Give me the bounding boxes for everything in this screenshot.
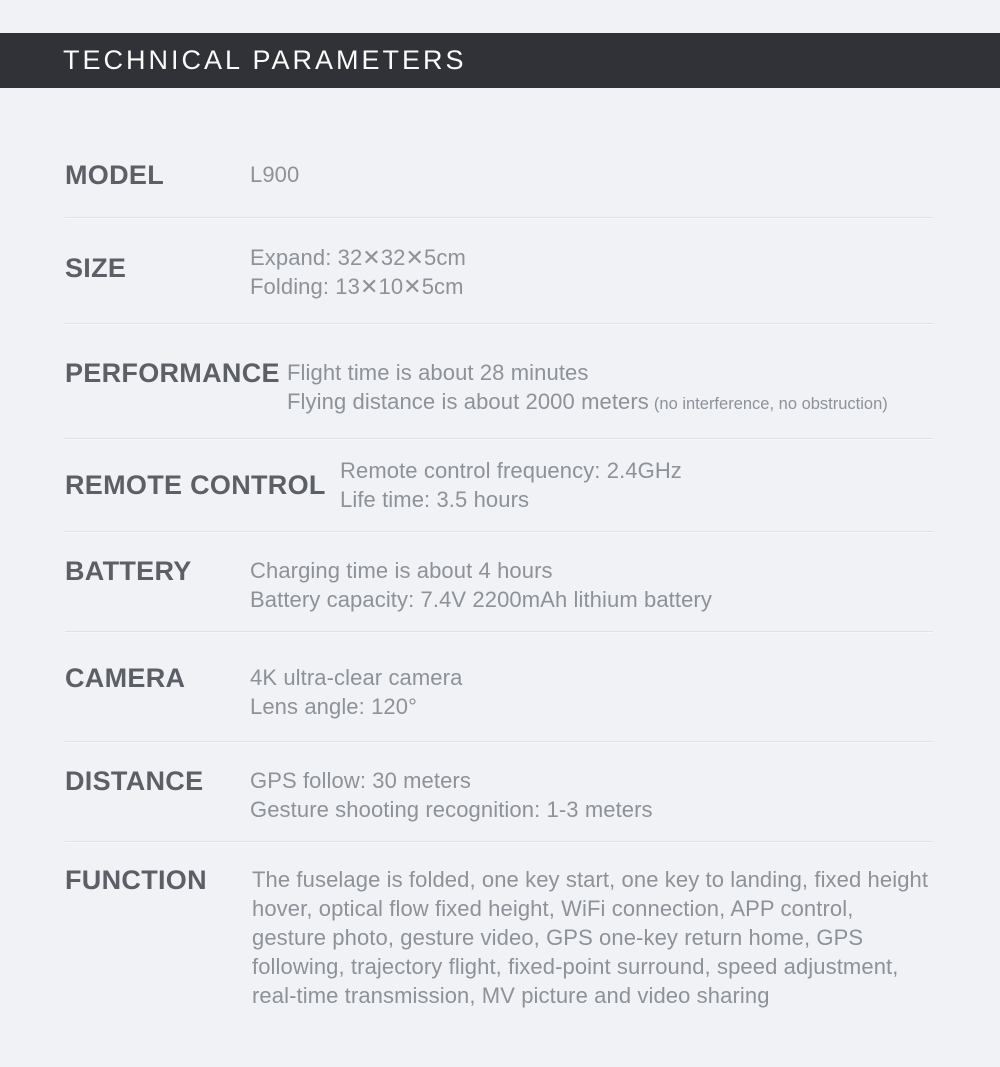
spec-sheet-page <box>0 33 1000 1067</box>
spec-row-distance <box>0 743 1000 843</box>
spec-value-performance <box>287 358 888 419</box>
spec-label-distance: DISTANCE <box>65 766 204 796</box>
spec-value-line: Flight time is about 28 minutes <box>287 360 589 385</box>
spec-label-model: MODEL <box>65 160 164 190</box>
spec-row-function <box>0 843 1000 1034</box>
spec-value-line: Battery capacity: 7.4V 2200mAh lithium battery <box>250 587 712 612</box>
spec-value-battery <box>250 556 712 614</box>
spec-value-line: real-time transmission, MV picture and video sharing <box>252 983 770 1008</box>
spec-row-size <box>0 219 1000 325</box>
spec-value-line: hover, optical flow fixed height, WiFi connection, APP control, <box>252 896 854 921</box>
spec-value-size <box>250 243 466 301</box>
spec-label-camera: CAMERA <box>65 663 186 693</box>
page-title: TECHNICAL PARAMETERS <box>63 45 467 75</box>
spec-value-camera <box>250 663 462 721</box>
spec-value-function <box>252 865 928 1010</box>
spec-label-battery: BATTERY <box>65 556 192 586</box>
header-bar <box>0 33 1000 88</box>
spec-value-line: Gesture shooting recognition: 1-3 meters <box>250 797 653 822</box>
spec-value-line: Folding: 13✕10✕5cm <box>250 274 464 299</box>
spec-value-line: Charging time is about 4 hours <box>250 558 553 583</box>
spec-label-performance: PERFORMANCE <box>65 358 280 388</box>
spec-row-performance <box>0 325 1000 440</box>
spec-value-line: following, trajectory flight, fixed-point surround, speed adjustment, <box>252 954 899 979</box>
spec-value-line: GPS follow: 30 meters <box>250 768 471 793</box>
spec-value-line: Remote control frequency: 2.4GHz <box>340 458 682 483</box>
spec-value-model <box>250 160 299 189</box>
spec-value-line: Expand: 32✕32✕5cm <box>250 245 466 270</box>
spec-row-model <box>0 88 1000 219</box>
spec-value-line: L900 <box>250 162 300 187</box>
spec-value-line: The fuselage is folded, one key start, one key to landing, fixed height <box>252 867 929 892</box>
spec-value-line: gesture photo, gesture video, GPS one-key return home, GPS <box>252 925 864 950</box>
spec-value-remote-control <box>340 456 682 514</box>
spec-value-line: 4K ultra-clear camera <box>250 665 463 690</box>
spec-label-function: FUNCTION <box>65 865 207 895</box>
spec-value-distance <box>250 766 653 824</box>
spec-row-battery <box>0 533 1000 633</box>
spec-value-line: Life time: 3.5 hours <box>340 487 530 512</box>
spec-value-line <box>287 387 888 419</box>
spec-value-note: (no interference, no obstruction) <box>653 395 888 413</box>
spec-row-camera <box>0 633 1000 743</box>
spec-row-remote-control <box>0 440 1000 533</box>
spec-label-size: SIZE <box>65 253 127 283</box>
spec-value-line: Lens angle: 120° <box>250 694 417 719</box>
spec-value-text: Flying distance is about 2000 meters <box>287 389 649 414</box>
spec-label-remote-control: REMOTE CONTROL <box>65 470 326 500</box>
